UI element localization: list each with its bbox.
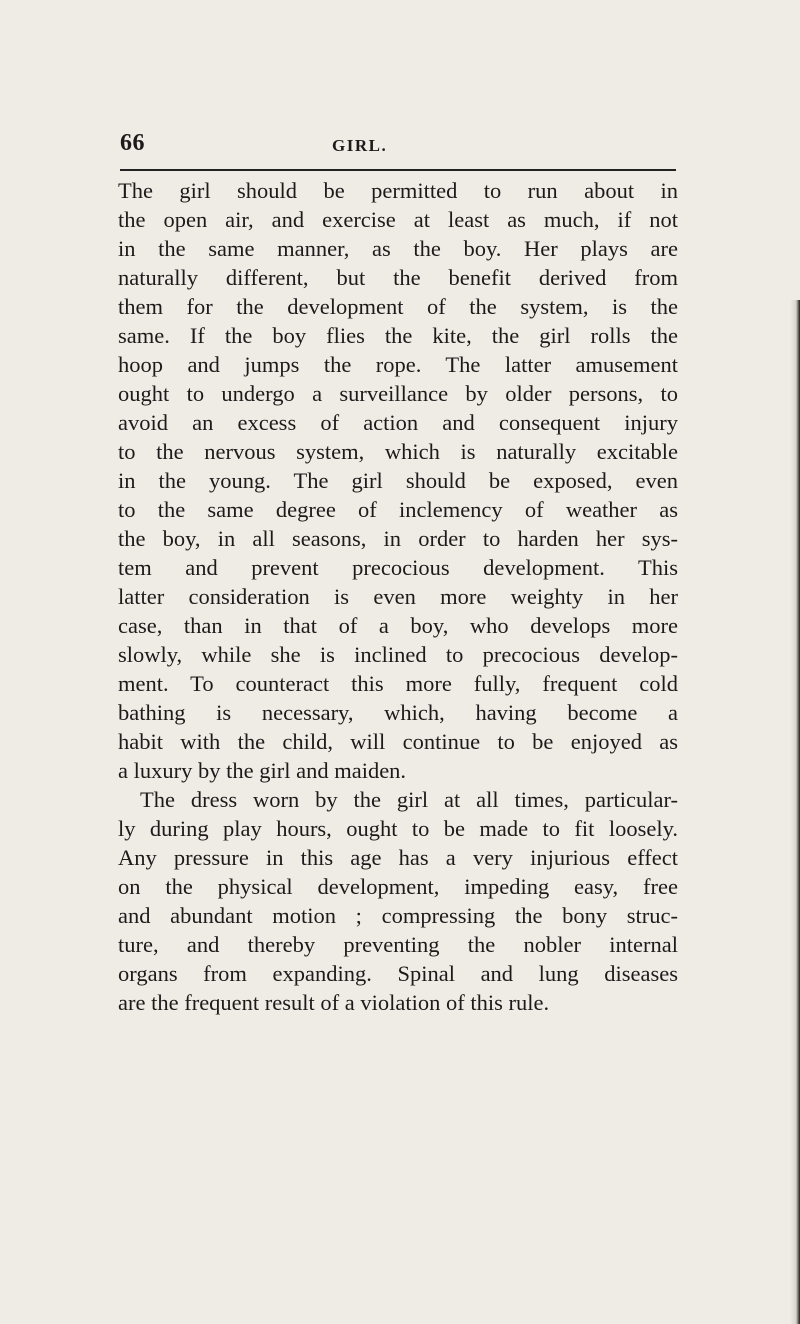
body-text bbox=[118, 176, 678, 1017]
text-line: avoid an excess of action and consequent injury bbox=[118, 410, 678, 435]
text-line: habit with the child, will continue to be enjoyed as bbox=[118, 729, 678, 754]
text-line: Any pressure in this age has a very injurious effect bbox=[118, 845, 678, 870]
text-line: latter consideration is even more weighty in her bbox=[118, 584, 678, 609]
header-rule bbox=[120, 169, 676, 171]
text-line: tem and prevent precocious development. This bbox=[118, 555, 678, 580]
text-line: ture, and thereby preventing the nobler internal bbox=[118, 932, 678, 957]
text-line: The girl should be permitted to run about in bbox=[118, 178, 678, 203]
text-line: them for the development of the system, is the bbox=[118, 294, 678, 319]
text-line: in the young. The girl should be exposed, even bbox=[118, 468, 678, 493]
text-line: to the nervous system, which is naturally excitable bbox=[118, 439, 678, 464]
text-line-paragraph-end: are the frequent result of a violation of this rule. bbox=[118, 990, 550, 1015]
text-line: the boy, in all seasons, in order to harden her sys- bbox=[118, 526, 678, 551]
text-line: slowly, while she is inclined to precocious develop- bbox=[118, 642, 678, 667]
text-line: the open air, and exercise at least as much, if not bbox=[118, 207, 678, 232]
text-line: ought to undergo a surveillance by older persons, to bbox=[118, 381, 678, 406]
text-line-paragraph-end: a luxury by the girl and maiden. bbox=[118, 758, 407, 783]
page-header bbox=[120, 130, 676, 170]
text-line: to the same degree of inclemency of weather as bbox=[118, 497, 678, 522]
text-line: organs from expanding. Spinal and lung diseases bbox=[118, 961, 678, 986]
text-line: and abundant motion ; compressing the bony struc- bbox=[118, 903, 678, 928]
text-line-paragraph-start: The dress worn by the girl at all times, particular- bbox=[140, 787, 678, 812]
running-title: GIRL. bbox=[332, 136, 388, 155]
text-line: bathing is necessary, which, having become a bbox=[118, 700, 678, 725]
text-line: naturally different, but the benefit derived from bbox=[118, 265, 678, 290]
page-edge-shadow bbox=[790, 300, 800, 1324]
text-line: case, than in that of a boy, who develops more bbox=[118, 613, 678, 638]
text-line: hoop and jumps the rope. The latter amusement bbox=[118, 352, 678, 377]
text-line: ment. To counteract this more fully, frequent cold bbox=[118, 671, 678, 696]
text-line: ly during play hours, ought to be made to fit loosely. bbox=[118, 816, 678, 841]
text-line: same. If the boy flies the kite, the girl rolls the bbox=[118, 323, 678, 348]
text-line: on the physical development, impeding easy, free bbox=[118, 874, 678, 899]
text-line: in the same manner, as the boy. Her plays are bbox=[118, 236, 678, 261]
page-number: 66 bbox=[120, 130, 145, 156]
